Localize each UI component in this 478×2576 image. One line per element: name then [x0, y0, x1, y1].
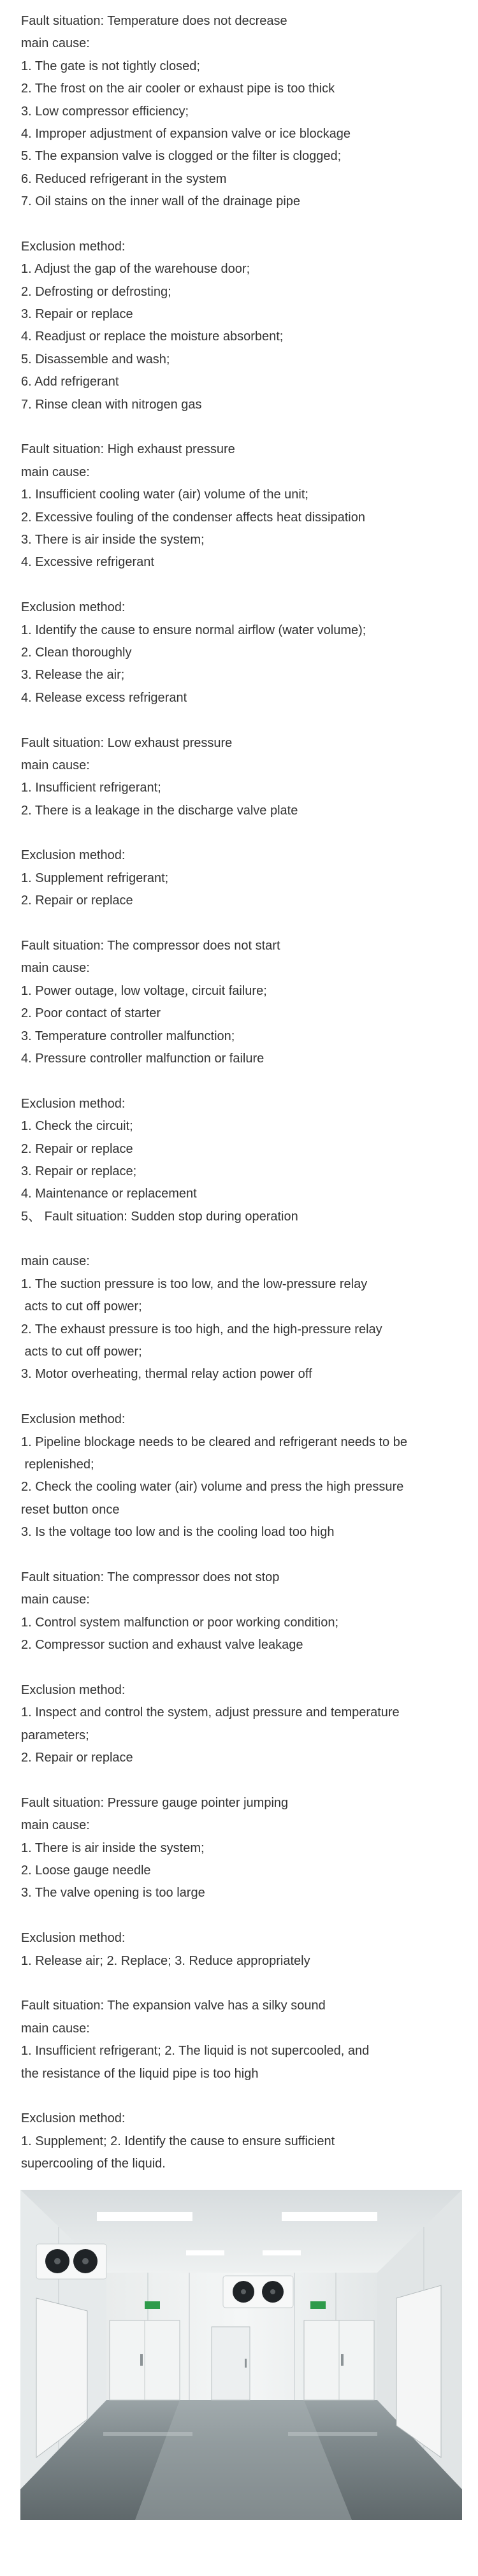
text-line: 3. Repair or replace; — [21, 1164, 137, 1178]
blank-line — [21, 2085, 461, 2108]
text-line: 1. There is air inside the system; — [21, 1841, 205, 1855]
text-line: 2. Excessive fouling of the condenser affects heat dissipation — [21, 510, 365, 525]
text-line: 2. Repair or replace — [21, 894, 133, 908]
text-line: acts to cut off power; — [21, 1345, 142, 1359]
text-line: 4. Maintenance or replacement — [21, 1187, 197, 1201]
text-line: the resistance of the liquid pipe is too high — [21, 2066, 259, 2081]
text-line: main cause: — [21, 961, 90, 976]
text-line: 3. Motor overheating, thermal relay action power off — [21, 1367, 312, 1382]
text-line: 1. Release air; 2. Replace; 3. Reduce appropriately — [21, 1953, 310, 1968]
text-line: 3. Is the voltage too low and is the cooling load too high — [21, 1525, 335, 1540]
text-line: 7. Rinse clean with nitrogen gas — [21, 397, 202, 412]
text-line: 6. Add refrigerant — [21, 375, 119, 389]
text-line: 1. The gate is not tightly closed; — [21, 59, 200, 73]
text-line: 3. Release the air; — [21, 668, 125, 683]
text-line: 4. Release excess refrigerant — [21, 690, 187, 705]
text-line: 1. Pipeline blockage needs to be cleared and refrigerant needs to be — [21, 1435, 407, 1449]
blank-line — [21, 1228, 461, 1250]
text-line: 2. Poor contact of starter — [21, 1006, 161, 1021]
blank-line — [21, 709, 461, 732]
text-line: 1. Identify the cause to ensure normal airflow (water volume); — [21, 623, 366, 637]
text-line: main cause: — [21, 1818, 90, 1833]
text-line: 7. Oil stains on the inner wall of the drainage pipe — [21, 194, 301, 209]
fault-guide-text — [21, 10, 461, 2176]
text-line: 5. The expansion valve is clogged or the filter is clogged; — [21, 149, 342, 164]
text-line: 1. Check the circuit; — [21, 1119, 133, 1134]
text-line: 2. There is a leakage in the discharge valve plate — [21, 803, 298, 818]
blank-line — [21, 1070, 461, 1092]
text-line: parameters; — [21, 1728, 89, 1742]
text-line: Exclusion method: — [21, 2111, 126, 2126]
text-line: 2. Defrosting or defrosting; — [21, 284, 171, 299]
text-line: 4. Excessive refrigerant — [21, 555, 154, 570]
text-line: 1. Supplement; 2. Identify the cause to ensure sufficient — [21, 2134, 335, 2148]
text-line: Exclusion method: — [21, 1931, 126, 1946]
blank-line — [21, 574, 461, 597]
cold-storage-room-photo — [20, 2190, 462, 2520]
text-line: 4. Pressure controller malfunction or failure — [21, 1051, 264, 1066]
text-line: Exclusion method: — [21, 239, 126, 254]
blank-line — [21, 1905, 461, 1927]
text-line: main cause: — [21, 36, 90, 51]
text-line: 1. Supplement refrigerant; — [21, 871, 169, 885]
text-line: 5、 Fault situation: Sudden stop during operation — [21, 1209, 298, 1224]
text-line: main cause: — [21, 1593, 90, 1607]
text-line: main cause: — [21, 465, 90, 479]
text-line: Fault situation: Pressure gauge pointer jumping — [21, 1795, 289, 1810]
text-line: 1. The suction pressure is too low, and the low-pressure relay — [21, 1277, 368, 1291]
blank-line — [21, 1972, 461, 1995]
text-line: 2. The exhaust pressure is too high, and the high-pressure relay — [21, 1322, 382, 1336]
blank-line — [21, 822, 461, 844]
text-line: 3. The valve opening is too large — [21, 1886, 205, 1900]
blank-line — [21, 213, 461, 236]
text-line: 2. Check the cooling water (air) volume and press the high pressure — [21, 1480, 404, 1494]
text-line: 1. Insufficient cooling water (air) volume of the unit; — [21, 488, 308, 502]
text-line: replenished; — [21, 1458, 94, 1472]
text-line: 1. Insufficient refrigerant; — [21, 781, 161, 795]
text-line: 2. Repair or replace — [21, 1751, 133, 1765]
text-line: 1. Power outage, low voltage, circuit failure; — [21, 983, 267, 998]
text-line: Fault situation: The compressor does not start — [21, 939, 280, 953]
text-line: 4. Improper adjustment of expansion valve or ice blockage — [21, 126, 351, 141]
text-line: 2. Repair or replace — [21, 1141, 133, 1156]
blank-line — [21, 1657, 461, 1679]
text-line: 3. Low compressor efficiency; — [21, 104, 189, 119]
blank-line — [21, 416, 461, 438]
blank-line — [21, 1544, 461, 1567]
text-line: 2. Clean thoroughly — [21, 645, 132, 660]
text-line: 3. Repair or replace — [21, 307, 133, 322]
blank-line — [21, 913, 461, 935]
text-line: supercooling of the liquid. — [21, 2157, 166, 2171]
text-line: 6. Reduced refrigerant in the system — [21, 171, 227, 186]
text-line: 2. Compressor suction and exhaust valve leakage — [21, 1638, 303, 1653]
text-line: 3. There is air inside the system; — [21, 532, 205, 547]
text-line: 1. Control system malfunction or poor working condition; — [21, 1615, 339, 1630]
text-line: Fault situation: The compressor does not stop — [21, 1570, 280, 1584]
text-line: Fault situation: Low exhaust pressure — [21, 735, 233, 750]
text-line: Exclusion method: — [21, 1412, 126, 1427]
text-line: 1. Adjust the gap of the warehouse door; — [21, 262, 250, 277]
text-line: 3. Temperature controller malfunction; — [21, 1029, 235, 1043]
text-line: 1. Insufficient refrigerant; 2. The liquid is not supercooled, and — [21, 2044, 370, 2059]
blank-line — [21, 1386, 461, 1408]
text-line: 2. Loose gauge needle — [21, 1863, 151, 1878]
text-line: main cause: — [21, 758, 90, 772]
text-line: 1. Inspect and control the system, adjust pressure and temperature — [21, 1705, 400, 1720]
text-line: Fault situation: Temperature does not decrease — [21, 14, 287, 28]
text-line: 4. Readjust or replace the moisture absorbent; — [21, 329, 284, 344]
text-line: main cause: — [21, 2021, 90, 2036]
text-line: main cause: — [21, 1254, 90, 1269]
text-line: Fault situation: The expansion valve has a silky sound — [21, 1999, 326, 2013]
text-line: Exclusion method: — [21, 1096, 126, 1111]
text-line: acts to cut off power; — [21, 1299, 142, 1314]
text-line: Exclusion method: — [21, 848, 126, 863]
text-line: 2. The frost on the air cooler or exhaust pipe is too thick — [21, 82, 335, 96]
blank-line — [21, 1769, 461, 1791]
text-line: Exclusion method: — [21, 600, 126, 615]
text-line: reset button once — [21, 1502, 120, 1517]
text-line: Exclusion method: — [21, 1682, 126, 1697]
text-line: Fault situation: High exhaust pressure — [21, 442, 235, 457]
text-line: 5. Disassemble and wash; — [21, 352, 170, 366]
